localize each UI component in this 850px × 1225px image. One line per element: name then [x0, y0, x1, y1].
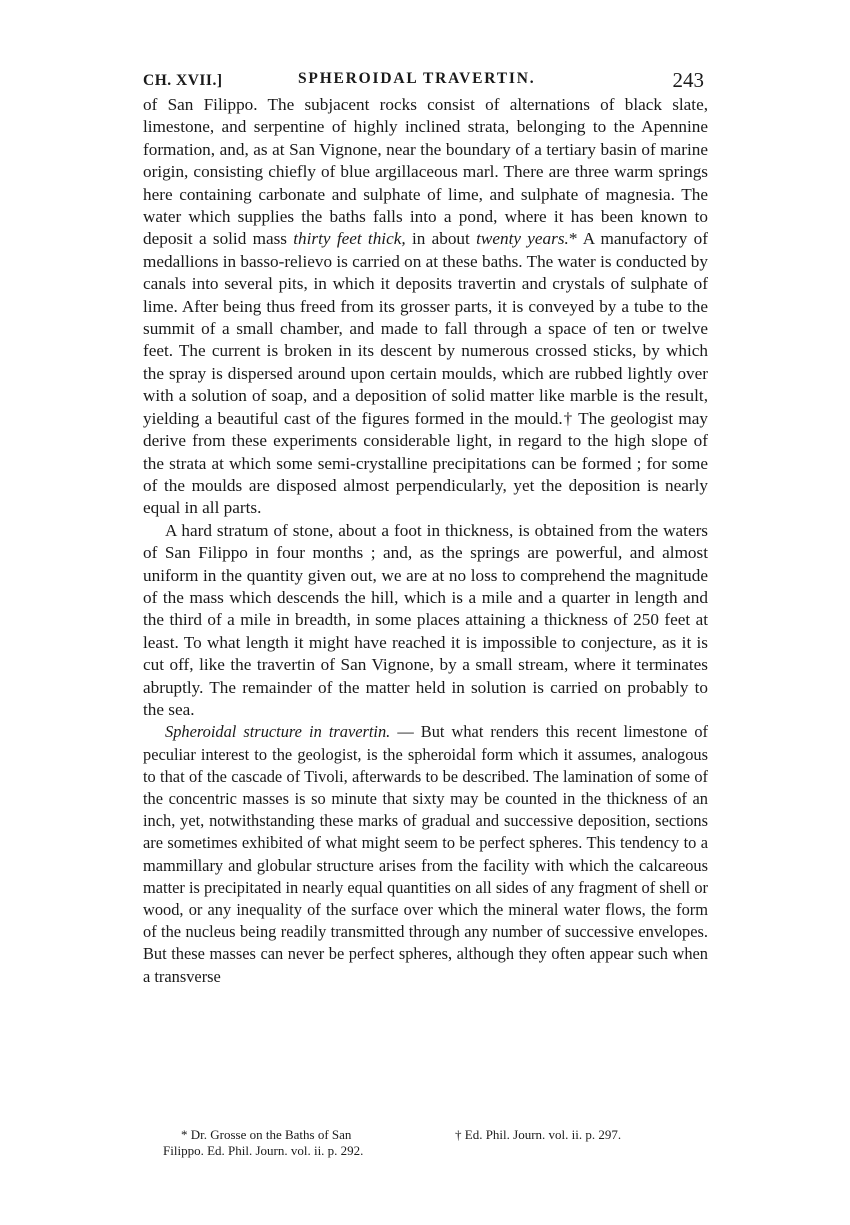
body-text	[143, 94, 708, 988]
italic-phrase: thirty feet thick,	[293, 229, 406, 249]
running-head	[143, 60, 708, 94]
paragraph-san-filippo-baths	[143, 94, 708, 520]
footnote-dagger: † Ed. Phil. Journ. vol. ii. p. 297.	[455, 1127, 622, 1142]
paragraph-text: of San Filippo. The subjacent rocks consist of alternations of black slate, limestone, and serpentine of highly inclined strata, belonging to the Apennine formation, and, as at San Vignone, near the boundary of a tertiary basin of marine origin, consisting chiefly of blue argillaceous marl. There are three warm springs here containing carbonate and sulphate of lime, and sulphate of magnesia. The water which supplies the baths falls into a pond, where it has been known to deposit a solid mass	[143, 95, 708, 249]
footnote-star	[163, 1127, 433, 1159]
paragraph-text: A hard stratum of stone, about a foot in thickness, is obtained from the waters of San Filippo in four months ; and, as the springs are powerful, and almost uniform in the quantity given out, we are at no loss to comprehend the magnitude of the mass which descends the hill, which is a mile and a quarter in length and the third of a mile in breadth, in some places attaining a thickness of 250 feet at least. To what length it might have reached it is impossible to conjecture, as it is cut off, like the travertin of San Vignone, by a small stream, where it terminates abruptly. The remainder of the matter held in solution is carried on probably to the sea.	[143, 520, 708, 719]
page-number: 243	[672, 68, 704, 92]
running-title: SPHEROIDAL TRAVERTIN.	[298, 70, 536, 87]
chapter-label: CH. XVII.]	[143, 72, 223, 89]
paragraph-spheroidal-structure	[143, 721, 708, 987]
book-page	[143, 60, 708, 988]
paragraph-text: * A manufactory of medallions in basso-relievo is carried on at these baths. The water is conducted by canals into several pits, in which it deposits travertin and crystals of sulphate of lime. After being thus freed from its grosser parts, it is conveyed by a tube to the summit of a small chamber, and made to fall through a space of ten or twelve feet. The current is broken in its descent by numerous crossed sticks, by which the spray is dispersed around upon certain moulds, which are rubbed lightly over with a solution of soap, and a deposition of solid matter like marble is the result, yielding a beautiful cast of the figures formed in the mould.† The geologist may derive from these experiments considerable light, in regard to the high slope of the strata at which some semi-crystalline precipitations can be formed ; for some of the moulds are disposed almost perpendicularly, yet the deposition is nearly equal in all parts.	[143, 229, 708, 518]
italic-phrase: twenty years.	[476, 229, 569, 249]
section-heading: Spheroidal structure in travertin.	[165, 722, 391, 742]
footnote-line: * Dr. Grosse on the Baths of San	[181, 1127, 352, 1142]
footnote-line: Filippo. Ed. Phil. Journ. vol. ii. p. 292.	[163, 1143, 364, 1158]
paragraph-text: — But what renders this recent limestone of peculiar interest to the geologist, is the spheroidal form which it assumes, analogous to that of the cascade of Tivoli, afterwards to be described. The lamination of some of the concentric masses is so minute that sixty may be counted in the thickness of an inch, yet, notwithstanding these marks of gradual and successive deposition, sections are sometimes exhibited of what might seem to be perfect spheres. This tendency to a mammillary and globular structure arises from the facility with which the calcareous matter is precipitated in nearly equal quantities on all sides of any fragment of shell or wood, or any inequality of the surface over which the mineral water flows, the form of the nucleus being readily transmitted through any number of successive envelopes. But these masses can never be perfect spheres, although they often appear such when a transverse	[143, 722, 708, 986]
paragraph-text: in about	[405, 229, 477, 249]
paragraph-hard-stratum	[143, 520, 708, 722]
